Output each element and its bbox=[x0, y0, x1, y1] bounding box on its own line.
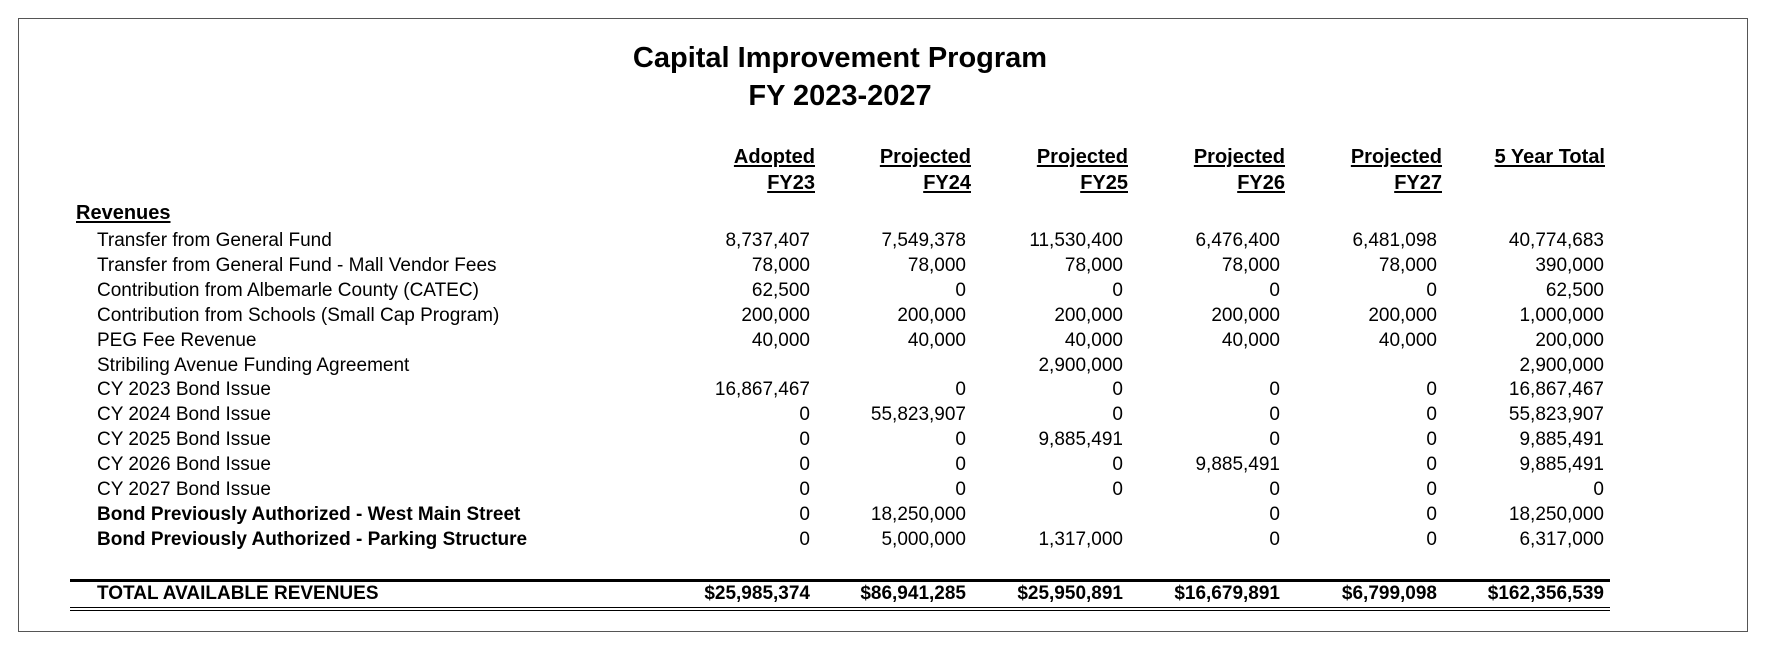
table-cell: 9,885,491 bbox=[1519, 429, 1604, 451]
column-header-line1: Projected bbox=[1193, 146, 1285, 168]
table-cell: 200,000 bbox=[741, 304, 810, 326]
table-row bbox=[0, 502, 1768, 527]
table-cell: 6,476,400 bbox=[1195, 230, 1280, 251]
table-cell: 0 bbox=[1269, 404, 1280, 426]
row-label: CY 2023 Bond Issue bbox=[97, 379, 271, 401]
column-header-line1: 5 Year Total bbox=[1494, 146, 1605, 168]
table-cell: 0 bbox=[1269, 503, 1280, 525]
table-row bbox=[0, 377, 1768, 402]
total-cell: $25,985,374 bbox=[704, 583, 810, 604]
total-rule-bottom bbox=[70, 607, 1610, 611]
table-cell: 2,900,000 bbox=[1038, 354, 1123, 376]
table-cell: 0 bbox=[799, 528, 810, 550]
table-cell: 8,737,407 bbox=[725, 230, 810, 251]
table-cell: 0 bbox=[1269, 479, 1280, 500]
table-cell: 200,000 bbox=[1368, 304, 1437, 326]
table-row bbox=[0, 477, 1768, 502]
table-cell: 0 bbox=[1426, 528, 1437, 550]
table-cell: 55,823,907 bbox=[870, 404, 966, 426]
table-cell: 0 bbox=[799, 404, 810, 426]
row-label: Contribution from Schools (Small Cap Program) bbox=[97, 304, 500, 326]
table-cell: 78,000 bbox=[1064, 254, 1123, 276]
table-cell: 78,000 bbox=[1221, 254, 1280, 276]
table-row bbox=[0, 402, 1768, 427]
total-label: TOTAL AVAILABLE REVENUES bbox=[97, 583, 379, 604]
table-cell: 0 bbox=[1269, 429, 1280, 451]
table-cell: 40,000 bbox=[1378, 329, 1437, 351]
document-subtitle: FY 2023-2027 bbox=[748, 80, 932, 112]
table-cell: 0 bbox=[955, 279, 966, 301]
table-cell: 11,530,400 bbox=[1029, 230, 1123, 251]
column-header-line2: FY24 bbox=[923, 172, 971, 194]
table-cell: 0 bbox=[1112, 479, 1123, 500]
table-cell: 0 bbox=[799, 429, 810, 451]
table-cell: 200,000 bbox=[1535, 329, 1604, 351]
table-cell: 0 bbox=[1112, 379, 1123, 401]
row-label: Bond Previously Authorized - Parking Structure bbox=[97, 528, 528, 550]
table-cell: 0 bbox=[1112, 404, 1123, 426]
table-cell: 0 bbox=[955, 454, 966, 476]
table-cell: 0 bbox=[1269, 379, 1280, 401]
table-cell: 0 bbox=[799, 454, 810, 476]
table-cell: 200,000 bbox=[1054, 304, 1123, 326]
table-cell: 55,823,907 bbox=[1508, 404, 1604, 426]
total-cell: $16,679,891 bbox=[1174, 583, 1280, 604]
table-cell: 18,250,000 bbox=[1508, 503, 1604, 525]
table-cell: 40,000 bbox=[751, 329, 810, 351]
table-cell: 0 bbox=[1112, 279, 1123, 301]
table-row bbox=[0, 353, 1768, 378]
row-label: CY 2025 Bond Issue bbox=[97, 429, 271, 451]
total-cell: $25,950,891 bbox=[1017, 583, 1123, 604]
table-cell: 0 bbox=[799, 479, 810, 500]
column-header-6 bbox=[1405, 144, 1605, 170]
table-cell: 78,000 bbox=[1378, 254, 1437, 276]
column-header-line2: FY25 bbox=[1080, 172, 1128, 194]
total-cell: $162,356,539 bbox=[1487, 583, 1604, 604]
column-header-line1: Projected bbox=[879, 146, 971, 168]
table-cell: 200,000 bbox=[897, 304, 966, 326]
table-cell: 6,481,098 bbox=[1352, 230, 1437, 251]
table-cell: 40,774,683 bbox=[1508, 230, 1604, 251]
table-cell: 0 bbox=[955, 379, 966, 401]
table-cell: 62,500 bbox=[751, 279, 810, 301]
table-cell: 9,885,491 bbox=[1519, 454, 1604, 476]
total-cell: $86,941,285 bbox=[860, 583, 966, 604]
table-cell: 0 bbox=[1426, 503, 1437, 525]
row-label: PEG Fee Revenue bbox=[97, 329, 257, 351]
total-row bbox=[0, 581, 1768, 607]
table-cell: 1,000,000 bbox=[1519, 304, 1604, 326]
row-label: CY 2024 Bond Issue bbox=[97, 404, 271, 426]
table-cell: 9,885,491 bbox=[1195, 454, 1280, 476]
table-cell: 0 bbox=[1112, 454, 1123, 476]
table-cell: 9,885,491 bbox=[1038, 429, 1123, 451]
section-label-revenues: Revenues bbox=[76, 202, 171, 224]
table-cell: 0 bbox=[1426, 479, 1437, 500]
row-label: Transfer from General Fund - Mall Vendor Fees bbox=[97, 254, 497, 276]
table-cell: 0 bbox=[1269, 279, 1280, 301]
table-cell: 78,000 bbox=[751, 254, 810, 276]
total-cell: $6,799,098 bbox=[1341, 583, 1437, 604]
table-row bbox=[0, 228, 1768, 253]
table-cell: 0 bbox=[799, 503, 810, 525]
column-header-line1: Adopted bbox=[733, 146, 815, 168]
table-cell: 40,000 bbox=[907, 329, 966, 351]
table-cell: 7,549,378 bbox=[881, 230, 966, 251]
table-cell: 40,000 bbox=[1221, 329, 1280, 351]
table-cell: 0 bbox=[955, 479, 966, 500]
table-row bbox=[0, 253, 1768, 278]
table-cell: 0 bbox=[1426, 379, 1437, 401]
table-cell: 1,317,000 bbox=[1038, 528, 1123, 550]
table-cell: 0 bbox=[1426, 454, 1437, 476]
table-cell: 2,900,000 bbox=[1519, 354, 1604, 376]
table-row bbox=[0, 278, 1768, 303]
column-header-line2: FY27 bbox=[1394, 172, 1442, 194]
table-cell: 62,500 bbox=[1545, 279, 1604, 301]
row-label: CY 2027 Bond Issue bbox=[97, 479, 271, 500]
table-cell: 0 bbox=[1593, 479, 1604, 500]
document-title: Capital Improvement Program bbox=[632, 42, 1048, 74]
table-row bbox=[0, 328, 1768, 353]
table-cell: 390,000 bbox=[1535, 254, 1604, 276]
table-cell: 40,000 bbox=[1064, 329, 1123, 351]
column-header-line1: Projected bbox=[1350, 146, 1442, 168]
row-label: Bond Previously Authorized - West Main Street bbox=[97, 503, 521, 525]
table-cell: 16,867,467 bbox=[714, 379, 810, 401]
table-cell: 200,000 bbox=[1211, 304, 1280, 326]
table-row bbox=[0, 427, 1768, 452]
table-cell: 16,867,467 bbox=[1508, 379, 1604, 401]
table-cell: 0 bbox=[1426, 404, 1437, 426]
table-cell: 18,250,000 bbox=[870, 503, 966, 525]
table-cell: 6,317,000 bbox=[1519, 528, 1604, 550]
table-cell: 0 bbox=[1269, 528, 1280, 550]
row-label: CY 2026 Bond Issue bbox=[97, 454, 271, 476]
table-row bbox=[0, 527, 1768, 552]
table-cell: 5,000,000 bbox=[881, 528, 966, 550]
table-row bbox=[0, 452, 1768, 477]
table-row bbox=[0, 303, 1768, 328]
row-label: Contribution from Albemarle County (CATEC) bbox=[97, 279, 479, 301]
row-label: Stribiling Avenue Funding Agreement bbox=[97, 354, 410, 376]
column-header-line1: Projected bbox=[1036, 146, 1128, 168]
table-cell: 0 bbox=[1426, 279, 1437, 301]
column-header-line2: FY23 bbox=[767, 172, 815, 194]
table-cell: 0 bbox=[955, 429, 966, 451]
table-cell: 0 bbox=[1426, 429, 1437, 451]
row-label: Transfer from General Fund bbox=[97, 230, 332, 251]
table-cell: 78,000 bbox=[907, 254, 966, 276]
column-header-line2: FY26 bbox=[1237, 172, 1285, 194]
